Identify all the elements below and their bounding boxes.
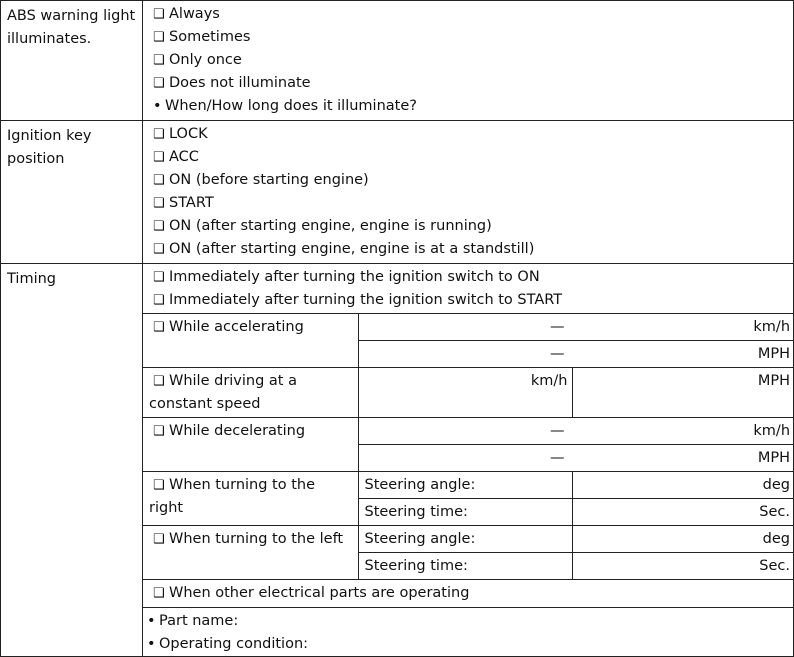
turn-left-angle-field[interactable]: deg: [572, 526, 794, 553]
accelerating-mph-field[interactable]: — MPH: [358, 341, 794, 368]
turn-right-angle-label: Steering angle:: [358, 472, 572, 499]
part-details-cell: [143, 608, 794, 657]
timing-row: [1, 264, 794, 657]
checkbox-icon[interactable]: ❑: [153, 173, 165, 188]
checkbox-icon[interactable]: ❑: [153, 586, 165, 601]
option-immediately-start[interactable]: ❑ Immediately after turning the ignition switch to START: [153, 289, 790, 312]
decelerating-mph-field[interactable]: — MPH: [358, 445, 794, 472]
timing-table: [143, 264, 794, 656]
turn-left-label-cell[interactable]: [143, 526, 358, 580]
checkbox-icon[interactable]: ❑: [153, 53, 165, 68]
checkbox-icon[interactable]: ❑: [153, 374, 165, 389]
option-acc[interactable]: ❑ ACC: [153, 146, 789, 169]
accelerating-label: While accelerating: [169, 319, 304, 335]
checkbox-icon[interactable]: ❑: [153, 7, 165, 22]
checkbox-icon[interactable]: ❑: [153, 196, 165, 211]
option-on-standstill[interactable]: ❑ ON (after starting engine, engine is at a standstill): [153, 238, 789, 261]
turn-left-time-field[interactable]: Sec.: [572, 553, 794, 580]
turn-right-label-cell[interactable]: [143, 472, 358, 526]
checkbox-icon[interactable]: ❑: [153, 320, 165, 335]
abs-options: [143, 1, 794, 121]
decelerating-label-cell[interactable]: [143, 418, 358, 472]
checkbox-icon[interactable]: ❑: [153, 424, 165, 439]
constant-kmh-field[interactable]: km/h: [358, 368, 572, 418]
option-on-before[interactable]: ❑ ON (before starting engine): [153, 169, 789, 192]
operating-condition-field[interactable]: • Operating condition:: [147, 633, 790, 656]
option-sometimes[interactable]: ❑ Sometimes: [153, 26, 789, 49]
checkbox-icon[interactable]: ❑: [153, 532, 165, 547]
turn-left-label: When turning to the left: [169, 531, 344, 547]
turn-left-angle-label: Steering angle:: [358, 526, 572, 553]
timing-cell: [143, 264, 794, 657]
ignition-row: [1, 121, 794, 264]
option-does-not-illuminate[interactable]: ❑ Does not illuminate: [153, 72, 789, 95]
ignition-options: [143, 121, 794, 264]
turn-right-time-label: Steering time:: [358, 499, 572, 526]
bullet-icon: •: [153, 98, 162, 114]
checkbox-icon[interactable]: ❑: [153, 478, 165, 493]
checkbox-icon[interactable]: ❑: [153, 242, 165, 257]
timing-label: Timing: [1, 264, 143, 657]
constant-label-cell[interactable]: [143, 368, 358, 418]
checkbox-icon[interactable]: ❑: [153, 127, 165, 142]
turn-right-time-field[interactable]: Sec.: [572, 499, 794, 526]
checkbox-icon[interactable]: ❑: [153, 30, 165, 45]
ignition-label: Ignition key position: [1, 121, 143, 264]
option-on-running[interactable]: ❑ ON (after starting engine, engine is running): [153, 215, 789, 238]
constant-mph-field[interactable]: MPH: [572, 368, 794, 418]
turn-left-time-label: Steering time:: [358, 553, 572, 580]
option-start[interactable]: ❑ START: [153, 192, 789, 215]
abs-label: ABS warning light illuminates.: [1, 1, 143, 121]
illumination-question: • When/How long does it illuminate?: [153, 95, 789, 118]
option-immediately-on[interactable]: ❑ Immediately after turning the ignition switch to ON: [153, 266, 790, 289]
turn-right-label: When turning to the right: [149, 477, 316, 516]
decelerating-kmh-field[interactable]: — km/h: [358, 418, 794, 445]
checkbox-icon[interactable]: ❑: [153, 76, 165, 91]
option-lock[interactable]: ❑ LOCK: [153, 123, 789, 146]
option-always[interactable]: ❑ Always: [153, 3, 789, 26]
bullet-icon: •: [147, 613, 156, 629]
accelerating-kmh-field[interactable]: — km/h: [358, 314, 794, 341]
accelerating-label-cell[interactable]: [143, 314, 358, 368]
other-electrical-label: When other electrical parts are operating: [169, 585, 470, 601]
part-name-field[interactable]: • Part name:: [147, 610, 790, 633]
bullet-icon: •: [147, 636, 156, 652]
option-only-once[interactable]: ❑ Only once: [153, 49, 789, 72]
checkbox-icon[interactable]: ❑: [153, 293, 165, 308]
turn-right-angle-field[interactable]: deg: [572, 472, 794, 499]
checkbox-icon[interactable]: ❑: [153, 270, 165, 285]
constant-label: While driving at a constant speed: [149, 373, 297, 412]
abs-row: [1, 1, 794, 121]
checkbox-icon[interactable]: ❑: [153, 150, 165, 165]
checkbox-icon[interactable]: ❑: [153, 219, 165, 234]
other-electrical-cell[interactable]: [143, 580, 794, 608]
decelerating-label: While decelerating: [169, 423, 306, 439]
